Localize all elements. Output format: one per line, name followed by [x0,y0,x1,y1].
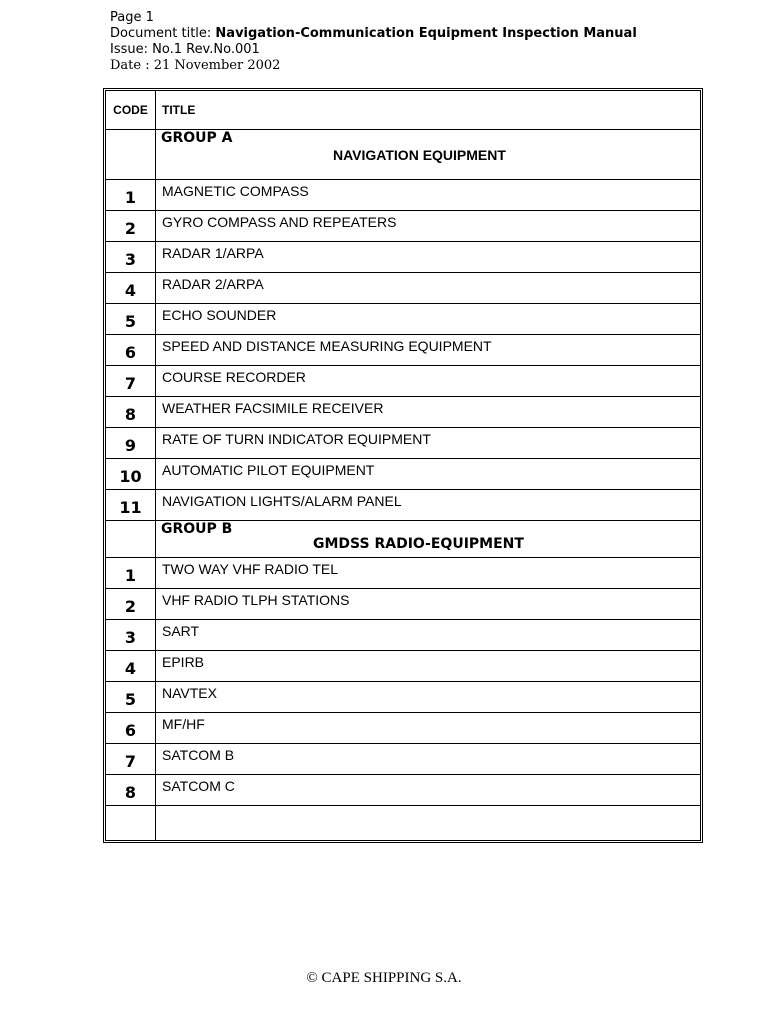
item-code: 10 [106,459,156,489]
item-title: RATE OF TURN INDICATOR EQUIPMENT [162,431,431,447]
blank-code-cell [106,806,156,840]
table-row [106,744,700,775]
item-title: COURSE RECORDER [162,369,306,385]
table-row [106,558,700,589]
blank-row [106,806,700,840]
item-code: 2 [106,211,156,241]
item-title: TWO WAY VHF RADIO TEL [162,561,339,577]
table-row [106,397,700,428]
document-date: Date : 21 November 2002 [110,58,281,73]
column-header-title: TITLE [162,102,196,117]
group-b-row [106,521,700,558]
table-row [106,211,700,242]
item-code: 11 [106,490,156,520]
item-code: 9 [106,428,156,458]
item-title: SATCOM C [162,778,235,794]
group-b-code-cell [106,521,156,557]
table-row [106,335,700,366]
item-title: NAVIGATION LIGHTS/ALARM PANEL [162,493,402,509]
issue-line: Issue: No.1 Rev.No.001 [110,42,260,57]
item-code: 3 [106,242,156,272]
table-row [106,366,700,397]
table-row [106,459,700,490]
item-title: SART [162,623,200,639]
item-title: MF/HF [162,716,205,732]
item-title: EPIRB [162,654,205,670]
item-title: MAGNETIC COMPASS [162,183,309,199]
item-title: RADAR 1/ARPA [162,245,264,261]
table-row [106,242,700,273]
item-title: ECHO SOUNDER [162,307,277,323]
table-row [106,682,700,713]
item-code: 6 [106,335,156,365]
item-title: SPEED AND DISTANCE MEASURING EQUIPMENT [162,338,492,354]
table-row [106,428,700,459]
item-title: RADAR 2/ARPA [162,276,264,292]
equipment-table [103,88,703,843]
group-a-row [106,130,700,180]
item-title: GYRO COMPASS AND REPEATERS [162,214,397,230]
item-title: AUTOMATIC PILOT EQUIPMENT [162,462,375,478]
item-code: 6 [106,713,156,743]
item-code: 5 [106,304,156,334]
blank-title-cell [156,806,700,840]
table-row [106,304,700,335]
item-code: 7 [106,744,156,774]
table-row [106,713,700,744]
table-row [106,775,700,806]
item-code: 8 [106,397,156,427]
table-header-row [106,91,700,130]
item-code: 4 [106,273,156,303]
group-b-label: GROUP B [161,521,233,537]
table-row [106,589,700,620]
document-header [110,10,637,74]
item-code: 1 [106,558,156,588]
group-a-label: GROUP A [161,130,233,146]
table-row [106,273,700,304]
item-code: 5 [106,682,156,712]
item-title: WEATHER FACSIMILE RECEIVER [162,400,384,416]
item-code: 1 [106,180,156,210]
group-a-title-cell [156,130,700,179]
document-title: Navigation-Communication Equipment Inspection Manual [215,26,637,41]
table-row [106,490,700,521]
table-row [106,180,700,211]
item-code: 4 [106,651,156,681]
group-b-title-cell [156,521,700,557]
group-a-code-cell [106,130,156,179]
item-code: 2 [106,589,156,619]
document-title-label: Document title: [110,26,216,41]
item-code: 8 [106,775,156,805]
table-row [106,620,700,651]
item-title: SATCOM B [162,747,235,763]
group-b-subtitle: GMDSS RADIO-EQUIPMENT [313,536,524,552]
group-a-subtitle: NAVIGATION EQUIPMENT [333,147,506,163]
item-title: VHF RADIO TLPH STATIONS [162,592,350,608]
item-code: 7 [106,366,156,396]
item-title: NAVTEX [162,685,217,701]
item-code: 3 [106,620,156,650]
copyright-footer: © CAPE SHIPPING S.A. [306,970,462,986]
document-title-line [110,26,637,42]
column-header-code: CODE [106,91,156,129]
table-row [106,651,700,682]
page-number: Page 1 [110,10,154,25]
